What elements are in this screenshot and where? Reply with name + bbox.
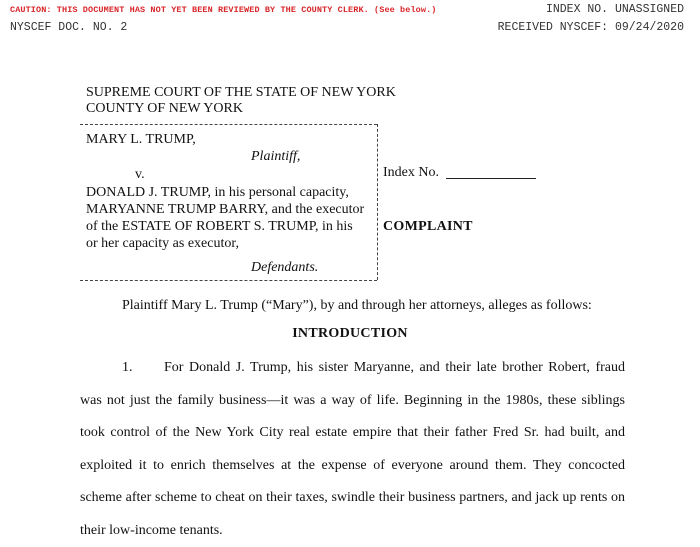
plaintiff-name: MARY L. TRUMP,: [86, 132, 196, 147]
nyscef-doc-number: NYSCEF DOC. NO. 2: [10, 21, 128, 34]
index-number-label: Index No.: [383, 165, 439, 180]
caution-banner: CAUTION: THIS DOCUMENT HAS NOT YET BEEN REVIEWED BY THE COUNTY CLERK. (See below.): [10, 5, 437, 15]
index-number-blank-line: [446, 178, 536, 179]
intro-sentence: Plaintiff Mary L. Trump (“Mary”), by and through her attorneys, alleges as follows:: [122, 298, 592, 313]
index-number-header: INDEX NO. UNASSIGNED: [545, 3, 684, 16]
caption-top-border: [80, 124, 377, 125]
caption-right-border: [377, 124, 378, 280]
received-date: RECEIVED NYSCEF: 09/24/2020: [497, 21, 684, 34]
defendant-line: DONALD J. TRUMP, in his personal capacity,: [86, 185, 349, 200]
defendants-block: [86, 184, 364, 252]
paragraph-number: 1.: [122, 360, 133, 375]
paragraph-1: [80, 352, 625, 547]
caption-bottom-border: [80, 280, 377, 281]
plaintiff-role: Plaintiff,: [251, 149, 301, 164]
defendant-line: MARYANNE TRUMP BARRY, and the executor: [86, 202, 365, 217]
county-name: COUNTY OF NEW YORK: [86, 101, 243, 116]
court-name: SUPREME COURT OF THE STATE OF NEW YORK: [86, 85, 396, 100]
versus: v.: [135, 167, 145, 182]
paragraph-text: For Donald J. Trump, his sister Maryanne, and their late brother Robert, fraud was not just the family business—it was a way of life. Beginning in the 1980s, these siblings took control of the New York City real estate empire that their father Fred Sr. had built, and exploited it to enrich themselves at the expense of everyone around them. They concocted scheme after scheme to cheat on their taxes, swindle their business partners, and jack up rents on their low-income tenants.: [80, 360, 625, 538]
defendant-line: of the ESTATE OF ROBERT S. TRUMP, in his: [86, 219, 353, 234]
defendants-role: Defendants.: [251, 260, 319, 275]
document-title: COMPLAINT: [383, 219, 473, 234]
section-heading: INTRODUCTION: [292, 326, 408, 341]
defendant-line: or her capacity as executor,: [86, 236, 239, 251]
